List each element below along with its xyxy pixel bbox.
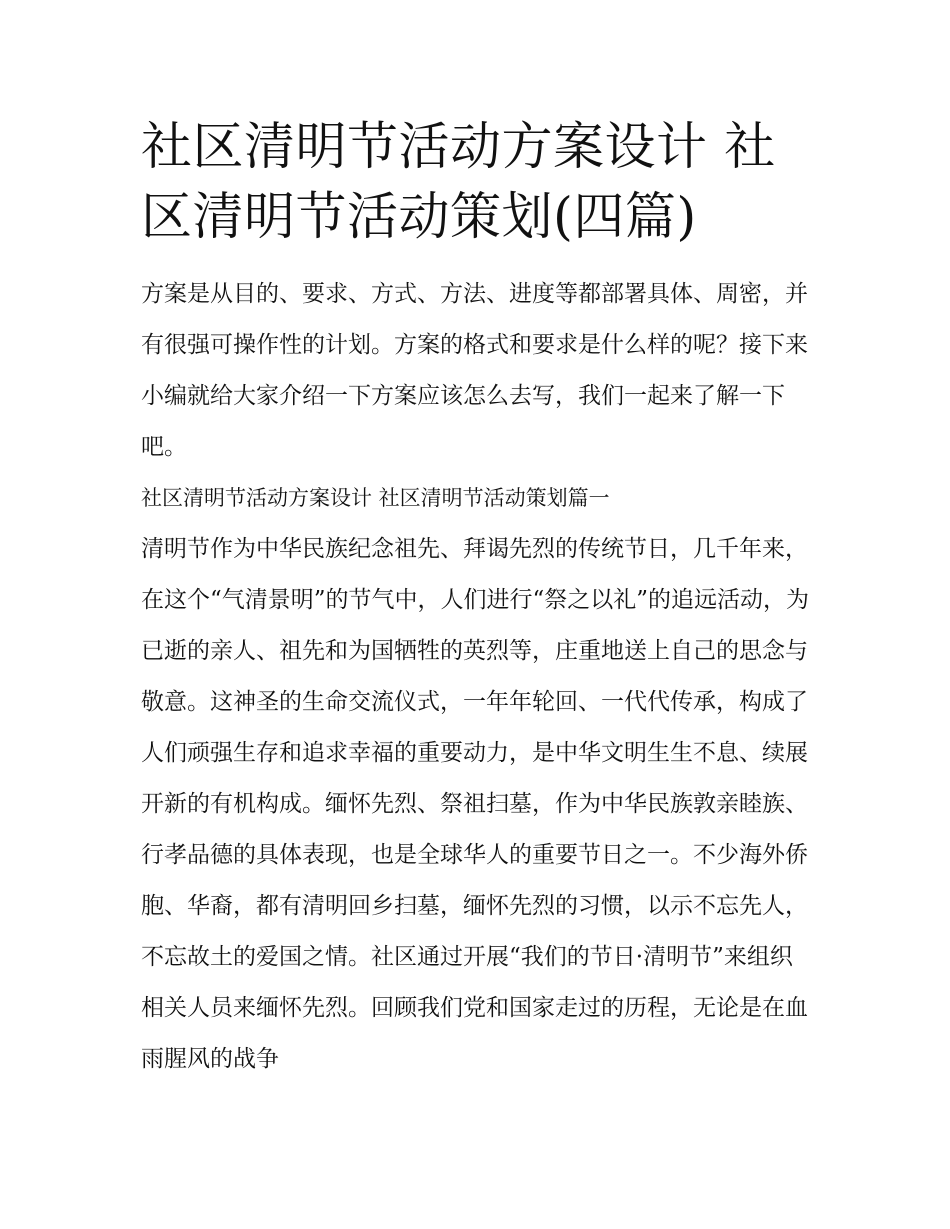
document-title: 社区清明节活动方案设计 社区清明节活动策划(四篇) (141, 118, 776, 247)
intro-paragraph: 方案是从目的、要求、方式、方法、进度等都部署具体、周密，并有很强可操作性的计划。方案的格式和要求是什么样的呢？接下来小编就给大家介绍一下方案应该怎么去写，我们一起来了解一下吧。 (141, 281, 808, 460)
document-content (141, 113, 813, 1085)
section-heading: 社区清明节活动方案设计 社区清明节活动策划篇一 (141, 486, 610, 510)
body-paragraph: 清明节作为中华民族纪念祖先、拜谒先烈的传统节日，几千年来，在这个“气清景明”的节气中，人们进行“祭之以礼”的追远活动，为已逝的亲人、祖先和为国牺牲的英烈等，庄重地送上自己的思念与敬意。这神圣的生命交流仪式，一年年轮回、一代代传承，构成了人们顽强生存和追求幸福的重要动力，是中华文明生生不息、续展开新的有机构成。缅怀先烈、祭祖扫墓，作为中华民族敦亲睦族、行孝品德的具体表现，也是全球华人的重要节日之一。不少海外侨胞、华裔，都有清明回乡扫墓，缅怀先烈的习惯，以示不忘先人，不忘故土的爱国之情。社区通过开展“我们的节日·清明节”来组织相关人员来缅怀先烈。回顾我们党和国家走过的历程，无论是在血雨腥风的战争 (141, 536, 810, 1072)
